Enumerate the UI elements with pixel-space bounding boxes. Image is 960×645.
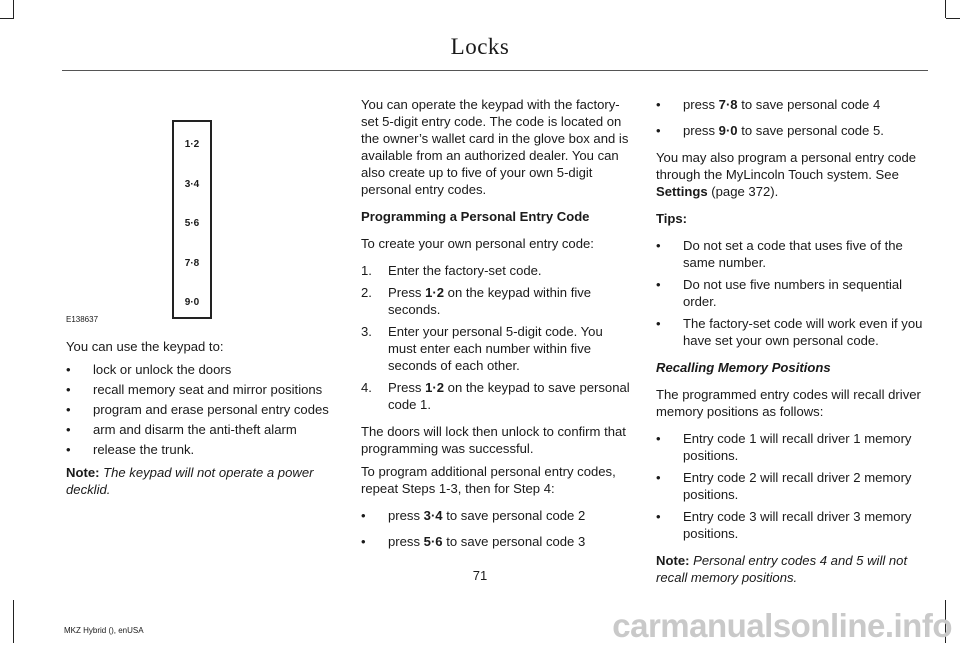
list-item: 1. Enter the factory-set code.	[361, 263, 542, 278]
code-list	[656, 96, 928, 139]
keypad-uses-list	[66, 361, 342, 458]
keypad-figure	[172, 120, 212, 319]
figure-id: E138637	[66, 315, 99, 324]
memory-list	[656, 430, 928, 542]
list-item: 2. Press 1·2 on the keypad within five seconds.	[361, 285, 592, 317]
list-item: • Do not set a code that uses five of the same number.	[656, 238, 903, 270]
keypad-key: 7·8	[184, 258, 200, 269]
tips-heading: Tips:	[656, 211, 688, 226]
paragraph: You may also program a personal entry code through the MyLincoln Touch system. See Settings (page 372).	[656, 150, 917, 199]
settings-link[interactable]: Settings	[656, 184, 708, 199]
list-item: • The factory-set code will work even if you have set your own personal code.	[656, 316, 923, 348]
column-3	[656, 96, 928, 596]
list-item: • press 9·0 to save personal code 5.	[656, 123, 884, 138]
list-item: • arm and disarm the anti-theft alarm	[66, 422, 297, 437]
keypad-key: 5·6	[184, 218, 200, 229]
watermark: carmanualsonline.info	[612, 607, 952, 644]
paragraph: The programmed entry codes will recall driver memory positions as follows:	[656, 387, 921, 419]
steps-list	[361, 262, 633, 413]
keypad-key: 1·2	[184, 139, 200, 150]
crop-mark	[946, 18, 960, 19]
list-item: • Do not use five numbers in sequential order.	[656, 277, 903, 309]
list-item: • press 5·6 to save personal code 3	[361, 534, 586, 549]
list-item: 3. Enter your personal 5-digit code. You must enter each number within five seconds of each other.	[361, 324, 603, 373]
list-item: • Entry code 2 will recall driver 2 memory positions.	[656, 470, 912, 502]
paragraph: To program additional personal entry codes, repeat Steps 1-3, then for Step 4:	[361, 464, 616, 496]
section-heading: Recalling Memory Positions	[656, 360, 831, 375]
intro-text: You can use the keypad to:	[66, 339, 224, 354]
page-title: Locks	[450, 34, 510, 59]
paragraph: To create your own personal entry code:	[361, 236, 594, 251]
header-divider	[62, 70, 928, 71]
list-item: • release the trunk.	[66, 442, 195, 457]
crop-mark	[13, 0, 14, 18]
document-id: MKZ Hybrid (), enUSA	[64, 626, 144, 635]
list-item: 4. Press 1·2 on the keypad to save personal code 1.	[361, 380, 630, 412]
list-item: • press 3·4 to save personal code 2	[361, 508, 586, 523]
crop-mark	[0, 18, 14, 19]
page-number: 71	[472, 568, 488, 583]
keypad-key: 3·4	[184, 179, 200, 190]
column-1	[66, 338, 342, 508]
note: Note: Personal entry codes 4 and 5 will not recall memory positions.	[656, 553, 908, 585]
list-item: • program and erase personal entry codes	[66, 402, 329, 417]
tips-list	[656, 237, 928, 349]
list-item: • Entry code 1 will recall driver 1 memory positions.	[656, 431, 912, 463]
list-item: • recall memory seat and mirror positions	[66, 382, 323, 397]
list-item: • lock or unlock the doors	[66, 362, 232, 377]
code-list	[361, 507, 633, 550]
list-item: • press 7·8 to save personal code 4	[656, 97, 881, 112]
paragraph: You can operate the keypad with the factory-set 5-digit entry code. The code is located on the owner’s wallet card in the glove box and is available from an authorized dealer. You can also create up to five of your own 5-digit personal entry codes.	[361, 97, 629, 197]
keypad-key: 9·0	[184, 297, 200, 308]
note: Note: The keypad will not operate a power decklid.	[66, 465, 314, 497]
crop-mark	[945, 0, 946, 18]
column-2	[361, 96, 633, 560]
list-item: • Entry code 3 will recall driver 3 memory positions.	[656, 509, 912, 541]
section-heading: Programming a Personal Entry Code	[361, 209, 590, 224]
paragraph: The doors will lock then unlock to confirm that programming was successful.	[361, 424, 626, 456]
crop-mark	[13, 600, 14, 643]
